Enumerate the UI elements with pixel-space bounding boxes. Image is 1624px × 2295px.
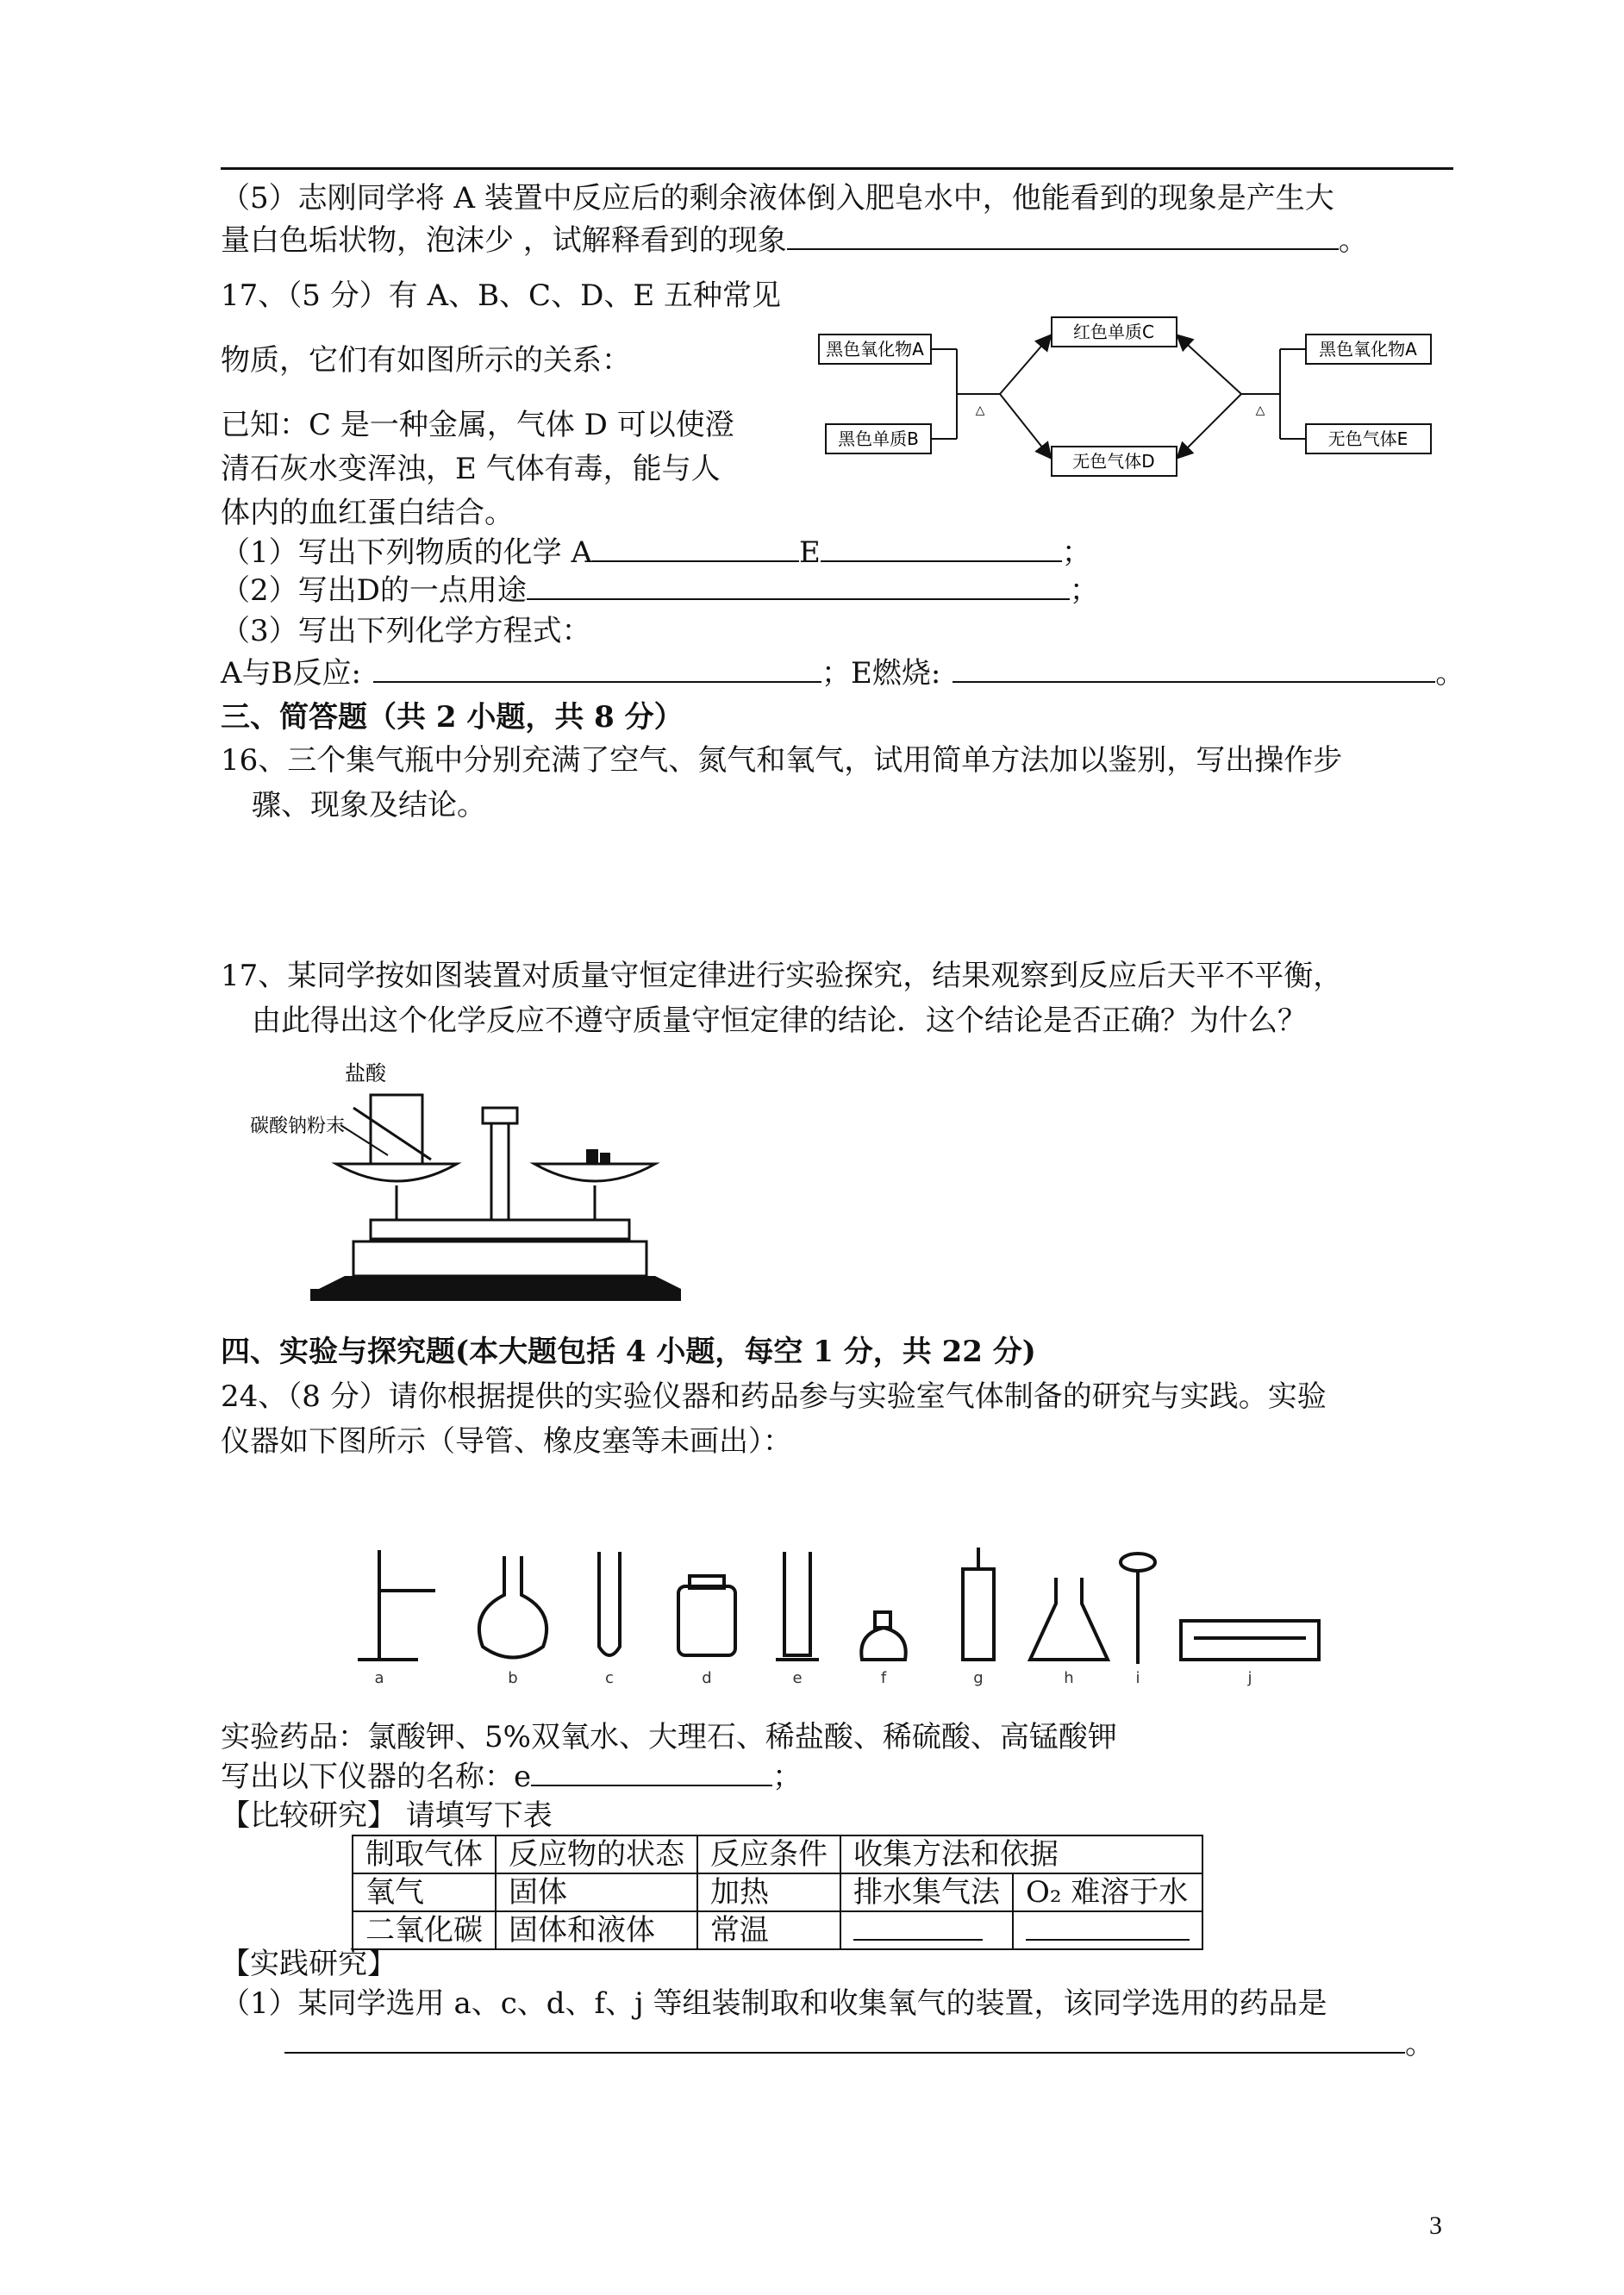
base-plate xyxy=(319,1276,681,1289)
answer-blank-reason[interactable] xyxy=(1026,1913,1190,1941)
q17-sub2 xyxy=(221,572,1099,608)
table-header: 反应条件 xyxy=(697,1835,840,1873)
table-cell: 二氧化碳 xyxy=(353,1911,496,1949)
left-pan xyxy=(336,1164,457,1181)
label-hydrochloric-acid: 盐酸 xyxy=(345,1061,386,1085)
table-cell: 常温 xyxy=(697,1911,840,1949)
instrument-label-g: g xyxy=(973,1669,984,1687)
q24-line1: 24、（8 分）请你根据提供的实验仪器和药品参与实验室气体制备的研究与实践。实验 xyxy=(221,1379,1327,1414)
table-cell: 固体和液体 xyxy=(496,1911,697,1949)
q17-desc4: 体内的血红蛋白结合。 xyxy=(221,496,514,530)
table-cell: 加热 xyxy=(697,1873,840,1911)
answer-blank-eq-e[interactable] xyxy=(953,655,1435,683)
q17-equations xyxy=(221,655,1465,691)
beaker xyxy=(371,1095,422,1164)
q17-desc3: 清石灰水变浑浊，E 气体有毒，能与人 xyxy=(221,452,721,486)
q17-desc2: 已知：C 是一种金属，气体 D 可以使澄 xyxy=(221,408,734,442)
instrument-label-i: i xyxy=(1135,1669,1140,1687)
box-oxide-a-right-label: 黑色氧化物A xyxy=(1319,339,1417,360)
s3-q17-line1: 17、某同学按如图装置对质量守恒定律进行实验探究，结果观察到反应后天平不平衡， xyxy=(221,959,1343,993)
q17-sub1-e: E xyxy=(799,535,821,570)
instrument-label-e: e xyxy=(792,1669,803,1687)
instrument-label-h: h xyxy=(1064,1669,1074,1687)
section4-title: 四、实验与探究题(本大题包括 4 小题，每空 1 分，共 22 分) xyxy=(221,1335,1036,1369)
q16-5-line2-text: 量白色垢状物，泡沫少 ，试解释看到的现象 xyxy=(221,223,787,258)
s3-q16-line2: 骤、现象及结论。 xyxy=(252,788,486,822)
delta-left: △ xyxy=(975,403,985,417)
answer-blank[interactable] xyxy=(787,222,1339,250)
eq-e-label: ；E燃烧: xyxy=(821,656,941,691)
q17-sub1 xyxy=(221,535,1091,570)
q17-sub3: （3）写出下列化学方程式： xyxy=(221,614,591,648)
answer-blank-a[interactable] xyxy=(592,535,799,562)
page-number: 3 xyxy=(1429,2211,1442,2240)
reagents-line: 实验药品：氯酸钾、5%双氧水、大理石、稀盐酸、稀硫酸、高锰酸钾 xyxy=(221,1720,1117,1754)
q17-desc1: 物质，它们有如图所示的关系： xyxy=(221,343,631,378)
instrument-label-c: c xyxy=(605,1669,614,1687)
table-row xyxy=(353,1911,1202,1949)
instrument-label-d: d xyxy=(702,1669,712,1687)
practice-end: 。 xyxy=(1405,2027,1434,2061)
label-sodium-carbonate: 碳酸钠粉末 xyxy=(250,1116,346,1137)
answer-blank-collect[interactable] xyxy=(853,1913,983,1941)
lab-instruments xyxy=(340,1543,1340,1690)
instrument-label-b: b xyxy=(508,1669,518,1687)
q17-sub1-text: （1）写出下列物质的化学 A xyxy=(221,535,592,570)
table-header-row xyxy=(353,1835,1202,1873)
name-prompt-text: 写出以下仪器的名称：e xyxy=(221,1760,532,1794)
base xyxy=(353,1241,646,1276)
table-row xyxy=(353,1873,1202,1911)
eq-end: 。 xyxy=(1435,656,1465,691)
section3-title: 三、简答题（共 2 小题，共 8 分） xyxy=(221,700,684,735)
answer-blank-eq-ab[interactable] xyxy=(373,655,821,683)
name-prompt-end: ； xyxy=(772,1760,803,1794)
table-cell: 排水集气法 xyxy=(840,1873,1013,1911)
practice-q1: （1）某同学选用 a、c、d、f、j 等组装制取和收集氧气的装置，该同学选用的药品是 xyxy=(221,1986,1327,2021)
table-cell: O₂ 难溶于水 xyxy=(1013,1873,1202,1911)
beam xyxy=(371,1220,629,1239)
balance-illustration xyxy=(250,1056,681,1315)
table-cell-blank[interactable] xyxy=(1013,1911,1202,1949)
q17-sub1-end: ； xyxy=(1061,535,1091,570)
instrument-label-a: a xyxy=(374,1669,384,1687)
q16-5-line2 xyxy=(221,222,1368,258)
table-header: 反应物的状态 xyxy=(496,1835,697,1873)
instrument-label-j: j xyxy=(1247,1669,1252,1687)
practice-answer-line xyxy=(284,2026,1434,2061)
box-element-b-label: 黑色单质B xyxy=(838,428,919,449)
instrument-label-f: f xyxy=(880,1669,887,1687)
box-gas-e-label: 无色气体E xyxy=(1327,428,1409,449)
table-cell: 氧气 xyxy=(353,1873,496,1911)
answer-blank-reagents[interactable] xyxy=(284,2026,1405,2054)
practice-title: 【实践研究】 xyxy=(221,1947,397,1981)
answer-blank-e[interactable] xyxy=(821,535,1062,562)
name-prompt xyxy=(221,1759,802,1794)
q17-header: 17、（5 分）有 A、B、C、D、E 五种常见 xyxy=(221,278,781,313)
table-cell: 固体 xyxy=(496,1873,697,1911)
q16-5-end: 。 xyxy=(1338,223,1368,258)
table-header: 收集方法和依据 xyxy=(840,1835,1202,1873)
compare-title: 【比较研究】 请填写下表 xyxy=(221,1798,553,1833)
s3-q17-line2: 由此得出这个化学反应不遵守质量守恒定律的结论．这个结论是否正确？为什么？ xyxy=(252,1004,1307,1038)
answer-blank-e-name[interactable] xyxy=(531,1759,772,1786)
box-gas-d-label: 无色气体D xyxy=(1072,451,1155,472)
right-pan xyxy=(534,1164,655,1181)
table-cell-blank[interactable] xyxy=(840,1911,1013,1949)
q17-sub2-text: （2）写出D的一点用途 xyxy=(221,573,527,608)
q24-line2: 仪器如下图所示（导管、橡皮塞等未画出）： xyxy=(221,1424,792,1459)
q16-5-line1: （5）志刚同学将 A 装置中反应后的剩余液体倒入肥皂水中，他能看到的现象是产生大 xyxy=(221,181,1334,216)
header-rule xyxy=(221,167,1453,170)
q17-sub2-end: ； xyxy=(1069,573,1099,608)
s3-q16-line1: 16、三个集气瓶中分别充满了空气、氮气和氧气，试用简单方法加以鉴别，写出操作步 xyxy=(221,743,1343,778)
comparison-table xyxy=(352,1835,1203,1950)
eq-ab-label: A与B反应: xyxy=(221,656,361,691)
relationship-diagram xyxy=(802,310,1457,483)
box-red-c-label: 红色单质C xyxy=(1073,322,1154,342)
box-oxide-a-left-label: 黑色氧化物A xyxy=(826,339,924,360)
table-header: 制取气体 xyxy=(353,1835,496,1873)
center-pillar xyxy=(491,1116,509,1220)
delta-right: △ xyxy=(1255,403,1265,417)
answer-blank-d-use[interactable] xyxy=(527,572,1070,600)
